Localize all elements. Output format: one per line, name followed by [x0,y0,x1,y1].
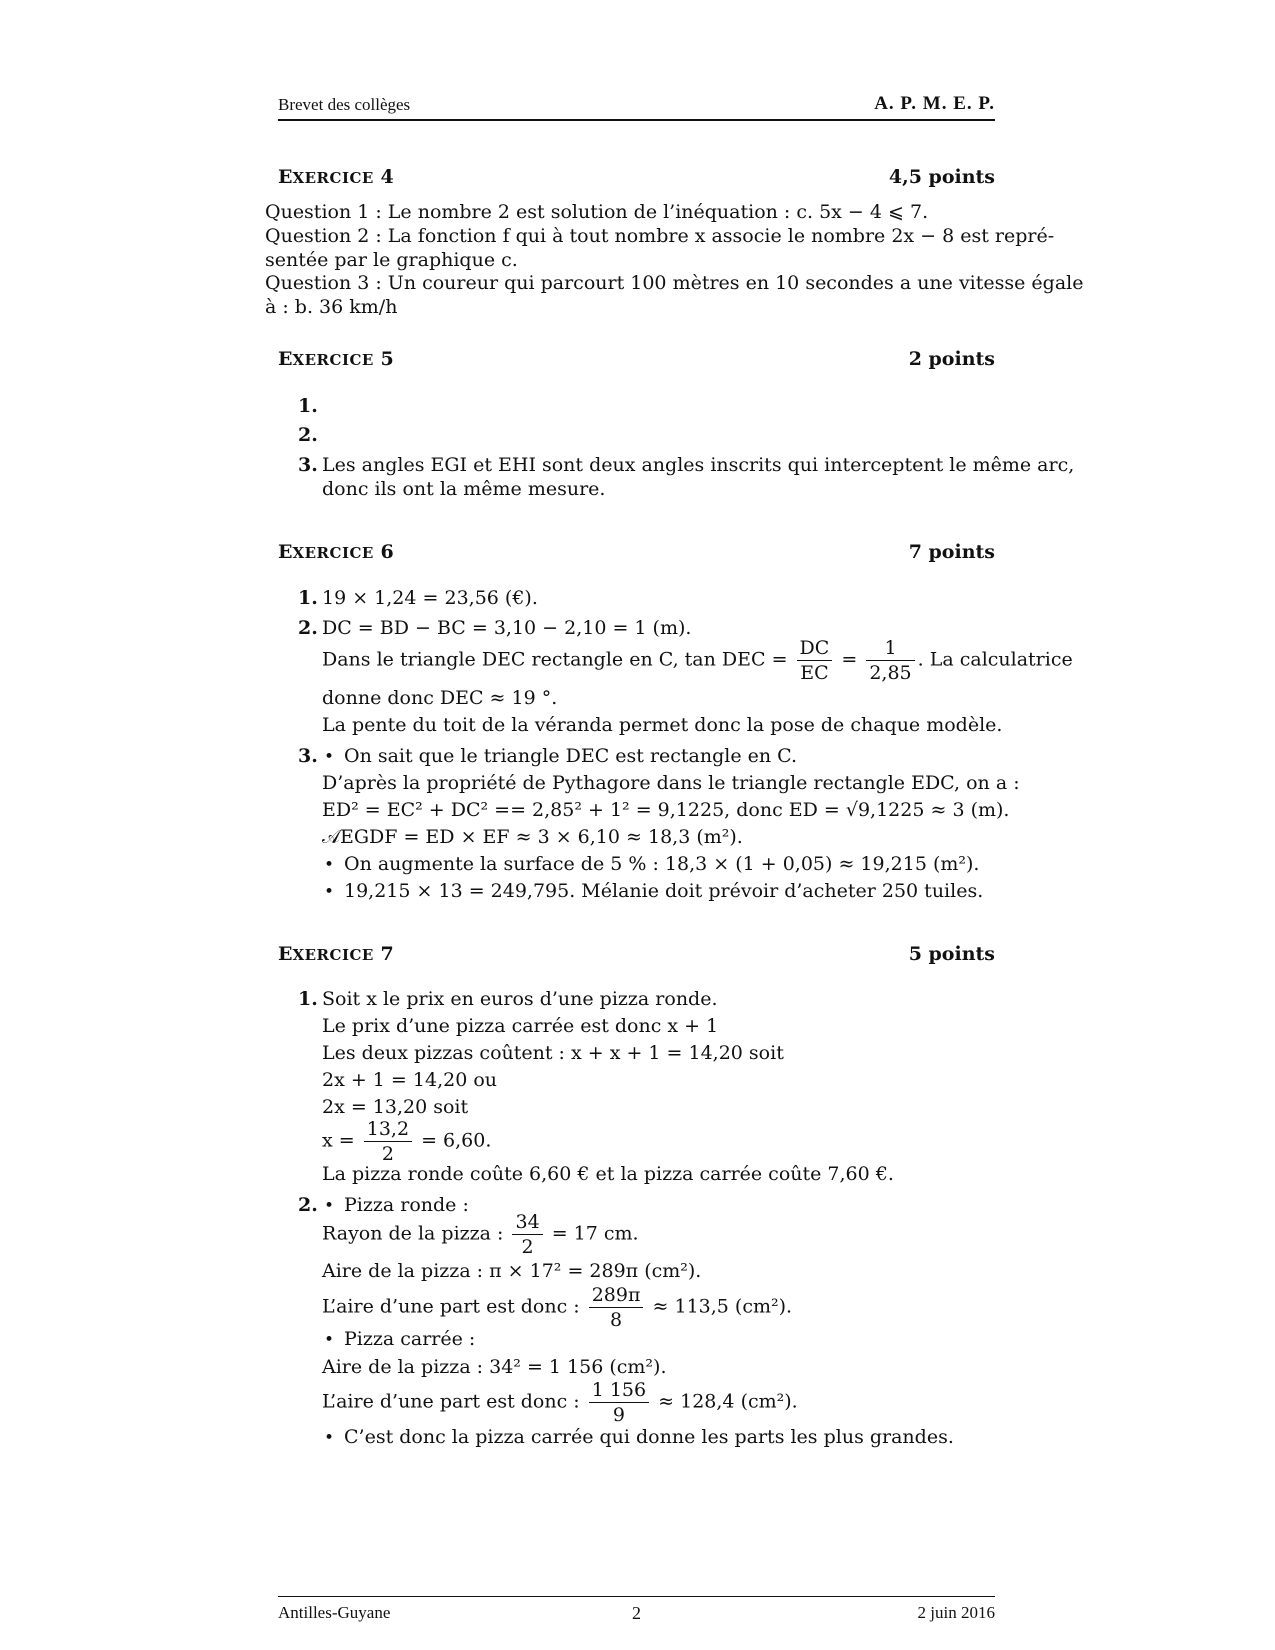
ex6-line-2: DC = BD − BC = 3,10 − 2,10 = 1 (m). [322,617,692,639]
ex6-line-3-post: . La calculatrice [917,648,1073,671]
page-number: 2 [632,1603,641,1623]
ex7-line-5: 2x = 13,20 soit [322,1096,469,1118]
exercise-5-points: 2 points [908,348,995,370]
ex4-question-2a: Question 2 : La fonction f qui à tout nombre x associe le nombre 2x − 8 est repré- [265,225,1055,247]
ex4-question-2b: sentée par le graphique c. [265,249,518,271]
ex6-fraction-1-285 [866,636,914,685]
ex4-question-1: Question 1 : Le nombre 2 est solution de l’inéquation : c. 5x − 4 ⩽ 7. [265,201,929,223]
footer-left: Antilles-Guyane [278,1603,391,1622]
ex7-fraction-289pi-8 [589,1283,644,1332]
ex7-fraction-13-2 [364,1117,412,1166]
ex6-line-3-eq: = [841,648,858,671]
exercise-5-title [278,348,995,374]
ex5-item-1-number: 1. [298,395,318,417]
ex6-line-5: La pente du toit de la véranda permet donc la pose de chaque modèle. [322,714,1003,736]
ex7-round-part [322,1283,792,1332]
fraction-denominator: 9 [612,1404,625,1426]
ex6-line-3-pre: Dans le triangle DEC rectangle en C, tan DEC = [322,648,788,671]
ex6-line-8: 𝒜EGDF = ED × EF ≈ 3 × 6,10 ≈ 18,3 (m²). [322,826,743,848]
ex6-line-3 [322,636,1073,685]
ex6-item-3-number: 3. [298,745,318,767]
bullet-icon: • [324,747,335,767]
ex7-round-part-pre: L’aire d’une part est donc : [322,1295,580,1318]
bullet-icon: • [324,1428,335,1448]
ex7-round-radius-post: = 17 cm. [551,1222,639,1245]
ex6-line-6: D’après la propriété de Pythagore dans le triangle rectangle EDC, on a : [322,772,1020,794]
ex7-line-3: Les deux pizzas coûtent : x + x + 1 = 14,20 soit [322,1042,784,1064]
fraction-numerator: 1 [866,636,914,661]
page-footer [278,1596,995,1627]
exercise-7-title [278,943,995,969]
exercise-6-name: EXERCICE 6 [278,541,394,563]
ex6-fraction-dc-ec [797,636,833,685]
exercise-6-title [278,541,995,567]
ex7-round-title: Pizza ronde : [344,1194,469,1216]
exercise-4-name: EXERCICE 4 [278,166,394,188]
ex7-line-4: 2x + 1 = 14,20 ou [322,1069,497,1091]
ex7-line-2: Le prix d’une pizza carrée est donc x + 1 [322,1015,719,1037]
footer-right: 2 juin 2016 [917,1603,995,1622]
ex7-square-area: Aire de la pizza : 34² = 1 156 (cm²). [322,1356,667,1378]
ex5-item-3-number: 3. [298,454,318,476]
ex7-round-area: Aire de la pizza : π × 17² = 289π (cm²). [322,1260,702,1282]
header-left: Brevet des collèges [278,95,411,114]
ex4-question-3a: Question 3 : Un coureur qui parcourt 100 mètres en 10 secondes a une vitesse égale [265,272,1084,294]
exercise-4-points: 4,5 points [888,166,995,188]
ex7-fraction-34-2 [512,1210,542,1259]
bullet-icon: • [324,1330,335,1350]
ex7-square-title: Pizza carrée : [344,1328,476,1350]
exercise-4-title [278,166,995,192]
ex6-line-4: donne donc DEC ≈ 19 °. [322,687,558,709]
ex7-line-6-pre: x = [322,1129,355,1152]
ex6-bullet-2: On augmente la surface de 5 % : 18,3 × (1 + 0,05) ≈ 19,215 (m²). [344,853,980,875]
ex7-line-1: Soit x le prix en euros d’une pizza ronde. [322,988,718,1010]
fraction-denominator: EC [800,662,829,684]
ex5-item-2-number: 2. [298,424,318,446]
ex7-round-radius-pre: Rayon de la pizza : [322,1222,504,1245]
ex6-item-1-number: 1. [298,587,318,609]
fraction-denominator: 2 [521,1236,534,1258]
fraction-numerator: DC [797,636,833,661]
exercise-7-name: EXERCICE 7 [278,943,394,965]
exercise-6-points: 7 points [908,541,995,563]
ex6-item-2-number: 2. [298,617,318,639]
fraction-numerator: 289π [589,1283,644,1308]
ex6-bullet-3: 19,215 × 13 = 249,795. Mélanie doit prévoir d’acheter 250 tuiles. [344,880,984,902]
ex6-line-1: 19 × 1,24 = 23,56 (€). [322,587,538,609]
ex7-item-2-number: 2. [298,1194,318,1216]
fraction-denominator: 2 [381,1143,394,1165]
exercise-7-points: 5 points [908,943,995,965]
ex4-question-3b: à : b. 36 km/h [265,296,398,318]
fraction-numerator: 34 [512,1210,542,1235]
ex7-item-1-number: 1. [298,988,318,1010]
fraction-numerator: 1 156 [589,1378,649,1403]
ex6-line-7: ED² = EC² + DC² == 2,85² + 1² = 9,1225, donc ED = √9,1225 ≈ 3 (m). [322,799,1010,821]
ex6-bullet-1: On sait que le triangle DEC est rectangle en C. [344,745,798,767]
ex7-line-6 [322,1117,491,1166]
ex5-item-3-line-b: donc ils ont la même mesure. [322,478,606,500]
ex7-line-6-post: = 6,60. [421,1129,492,1152]
ex7-square-part-pre: L’aire d’une part est donc : [322,1390,580,1413]
bullet-icon: • [324,882,335,902]
ex7-round-part-post: ≈ 113,5 (cm²). [652,1295,793,1318]
page-header [278,93,995,121]
ex7-square-part [322,1378,798,1427]
bullet-icon: • [324,1196,335,1216]
ex7-square-part-post: ≈ 128,4 (cm²). [658,1390,798,1413]
ex7-fraction-1156-9 [589,1378,649,1427]
fraction-denominator: 2,85 [869,662,912,684]
ex7-line-7: La pizza ronde coûte 6,60 € et la pizza carrée coûte 7,60 €. [322,1163,894,1185]
ex5-item-3-line-a: Les angles EGI et EHI sont deux angles inscrits qui interceptent le même arc, [322,454,1075,476]
fraction-denominator: 8 [610,1309,623,1331]
exercise-5-name: EXERCICE 5 [278,348,394,370]
fraction-numerator: 13,2 [364,1117,412,1142]
ex7-conclusion: C’est donc la pizza carrée qui donne les parts les plus grandes. [344,1426,954,1448]
ex7-round-radius [322,1210,639,1259]
bullet-icon: • [324,855,335,875]
header-right: A. P. M. E. P. [874,93,995,114]
